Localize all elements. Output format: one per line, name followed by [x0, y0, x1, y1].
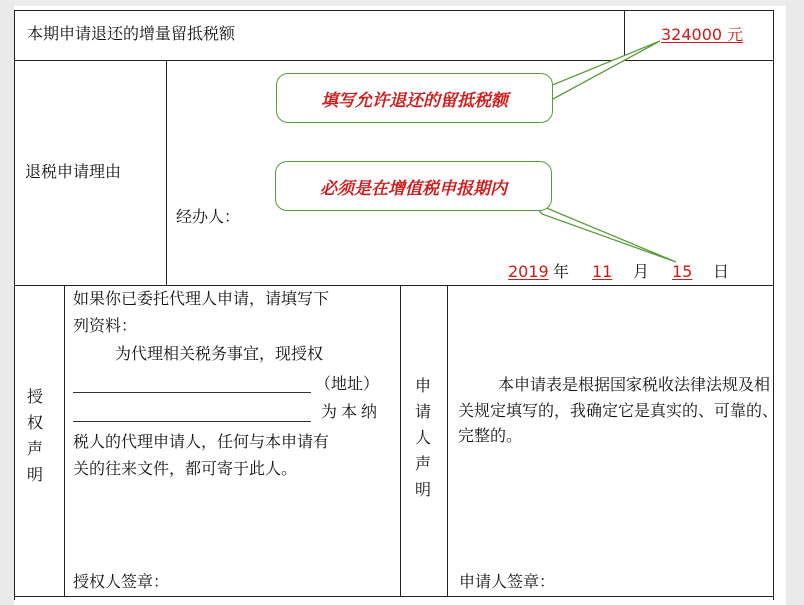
refund-amount-label: 本期申请退还的增量留抵税额 — [27, 24, 236, 43]
agent-name-blank[interactable] — [73, 392, 311, 393]
applicant-heading: 申请人声明 — [414, 376, 431, 499]
date-note-callout — [275, 161, 552, 211]
authorization-line-5: 税人的代理申请人，任何与本申请有 — [73, 432, 330, 451]
window-left-margin — [0, 0, 14, 605]
authorization-line-6: 关的往来文件，都可寄于此人。 — [73, 459, 298, 478]
date-month-unit: 月 — [633, 262, 650, 281]
agent-address-blank[interactable] — [73, 421, 311, 422]
window-right-margin — [786, 0, 804, 605]
date-year-unit: 年 — [553, 262, 570, 281]
applicant-statement: 本申请表是根据国家税收法律法规及相关规定填写的，我确定它是真实的、可靠的、完整的。 — [458, 375, 779, 445]
date-year-value[interactable]: 2019 — [508, 262, 549, 281]
authorization-heading: 授权声明 — [26, 387, 43, 484]
amount-note-text: 填写允许退还的留抵税额 — [321, 90, 508, 111]
refund-amount-value[interactable]: 324000 元 — [661, 25, 744, 44]
amount-callout-pointer — [545, 41, 660, 99]
date-day-unit: 日 — [713, 262, 730, 281]
refund-reason-label: 退税申请理由 — [25, 162, 122, 181]
date-day-value[interactable]: 15 — [672, 262, 693, 281]
authorizer-signature-label: 授权人签章： — [73, 572, 170, 591]
amount-note-callout — [276, 73, 553, 123]
authorization-suffix-2: 为本纳 — [321, 402, 382, 421]
applicant-signature-label: 申请人签章： — [459, 572, 556, 591]
authorization-line-3: 为代理相关税务事宜，现授权 — [115, 344, 324, 363]
address-suffix: （地址） — [315, 374, 380, 393]
authorization-line-1: 如果你已委托代理人申请，请填写下 — [73, 289, 330, 308]
date-callout-pointer — [532, 202, 676, 262]
window-top-edge — [0, 0, 804, 6]
handler-label: 经办人： — [176, 207, 241, 226]
date-month-value[interactable]: 11 — [592, 262, 613, 281]
authorization-line-2: 列资料： — [73, 316, 138, 335]
date-note-text: 必须是在增值税申报期内 — [320, 178, 507, 199]
